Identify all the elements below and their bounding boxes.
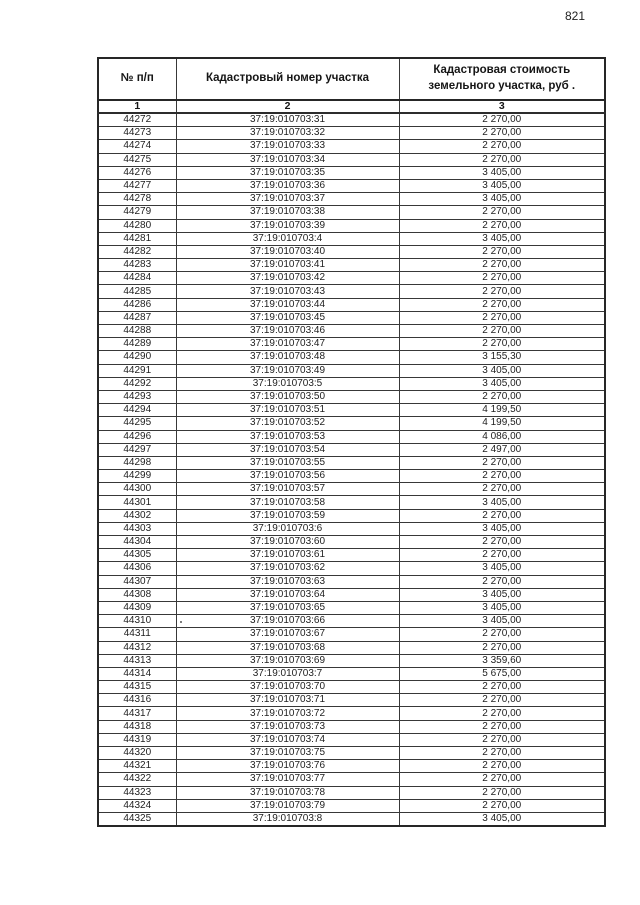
cadastral-number: 37:19:010703:51 <box>176 404 399 417</box>
cadastral-value: 3 405,00 <box>399 232 605 245</box>
cadastral-number: 37:19:010703:79 <box>176 799 399 812</box>
table-row <box>98 509 605 522</box>
row-index: 44308 <box>98 588 176 601</box>
cadastral-value: 2 270,00 <box>399 733 605 746</box>
cadastral-value: 2 270,00 <box>399 127 605 140</box>
row-index: 44294 <box>98 404 176 417</box>
cadastral-value: 3 405,00 <box>399 364 605 377</box>
cadastral-value: 3 405,00 <box>399 562 605 575</box>
cadastral-value: 2 270,00 <box>399 747 605 760</box>
cadastral-number: 37:19:010703:73 <box>176 720 399 733</box>
cadastral-number: 37:19:010703:67 <box>176 628 399 641</box>
cadastral-value: 2 270,00 <box>399 628 605 641</box>
cadastral-value: 4 199,50 <box>399 417 605 430</box>
cadastral-number: 37:19:010703:76 <box>176 760 399 773</box>
cadastral-value: 3 405,00 <box>399 377 605 390</box>
row-index: 44320 <box>98 747 176 760</box>
table-row <box>98 681 605 694</box>
column-number-2: 2 <box>176 100 399 113</box>
cadastral-number: 37:19:010703:33 <box>176 140 399 153</box>
cadastral-value: 2 270,00 <box>399 694 605 707</box>
table-row <box>98 694 605 707</box>
table-body <box>98 113 605 826</box>
header-row <box>98 58 605 100</box>
table-row <box>98 285 605 298</box>
cadastral-number: 37:19:010703:63 <box>176 575 399 588</box>
table-row <box>98 390 605 403</box>
row-index: 44310 <box>98 615 176 628</box>
cadastral-number: 37:19:010703:57 <box>176 483 399 496</box>
table-row <box>98 206 605 219</box>
table-row <box>98 153 605 166</box>
cadastral-number: 37:19:010703:32 <box>176 127 399 140</box>
table-row <box>98 325 605 338</box>
cadastral-value: 2 270,00 <box>399 483 605 496</box>
row-index: 44302 <box>98 509 176 522</box>
row-index: 44292 <box>98 377 176 390</box>
table-row <box>98 786 605 799</box>
table-row <box>98 733 605 746</box>
cadastral-value: 5 675,00 <box>399 667 605 680</box>
table-row <box>98 654 605 667</box>
cadastral-value: 2 270,00 <box>399 470 605 483</box>
table-row <box>98 377 605 390</box>
cadastral-number: 37:19:010703:66 <box>176 615 399 628</box>
row-index: 44299 <box>98 470 176 483</box>
cadastral-number: 37:19:010703:35 <box>176 166 399 179</box>
table-row <box>98 272 605 285</box>
cadastral-value: 2 270,00 <box>399 773 605 786</box>
row-index: 44316 <box>98 694 176 707</box>
row-index: 44323 <box>98 786 176 799</box>
cadastral-value: 2 270,00 <box>399 681 605 694</box>
cadastral-number: 37:19:010703:37 <box>176 193 399 206</box>
table-row <box>98 179 605 192</box>
row-index: 44312 <box>98 641 176 654</box>
cadastral-value: 2 270,00 <box>399 641 605 654</box>
row-index: 44325 <box>98 812 176 826</box>
table-header <box>98 58 605 113</box>
row-index: 44288 <box>98 325 176 338</box>
row-index: 44300 <box>98 483 176 496</box>
cadastral-value: 2 270,00 <box>399 786 605 799</box>
column-number-1: 1 <box>98 100 176 113</box>
row-index: 44311 <box>98 628 176 641</box>
row-index: 44307 <box>98 575 176 588</box>
row-index: 44290 <box>98 351 176 364</box>
cadastral-value: 2 270,00 <box>399 325 605 338</box>
row-index: 44297 <box>98 443 176 456</box>
cadastral-value: 2 270,00 <box>399 113 605 127</box>
table-row <box>98 470 605 483</box>
cadastral-value: 3 405,00 <box>399 522 605 535</box>
row-index: 44289 <box>98 338 176 351</box>
row-index: 44309 <box>98 601 176 614</box>
cadastral-value: 2 270,00 <box>399 549 605 562</box>
cadastral-value: 2 270,00 <box>399 575 605 588</box>
table-row <box>98 812 605 826</box>
table-row <box>98 443 605 456</box>
cadastral-value: 3 405,00 <box>399 166 605 179</box>
cadastral-value: 4 086,00 <box>399 430 605 443</box>
cadastral-number: 37:19:010703:5 <box>176 377 399 390</box>
page-number: 821 <box>564 9 586 23</box>
column-number-row <box>98 100 605 113</box>
cadastral-number: 37:19:010703:64 <box>176 588 399 601</box>
table-row <box>98 522 605 535</box>
cadastral-number: 37:19:010703:7 <box>176 667 399 680</box>
cadastral-number: 37:19:010703:62 <box>176 562 399 575</box>
row-index: 44291 <box>98 364 176 377</box>
table-row <box>98 404 605 417</box>
row-index: 44274 <box>98 140 176 153</box>
cadastral-number: 37:19:010703:39 <box>176 219 399 232</box>
cadastral-number: 37:19:010703:6 <box>176 522 399 535</box>
cadastral-number: 37:19:010703:56 <box>176 470 399 483</box>
cadastral-value: 4 199,50 <box>399 404 605 417</box>
cadastral-number: 37:19:010703:43 <box>176 285 399 298</box>
cadastral-number: 37:19:010703:78 <box>176 786 399 799</box>
cadastral-value: 3 405,00 <box>399 812 605 826</box>
cadastral-number: 37:19:010703:75 <box>176 747 399 760</box>
cadastral-number: 37:19:010703:65 <box>176 601 399 614</box>
cadastral-value: 3 405,00 <box>399 179 605 192</box>
row-index: 44293 <box>98 390 176 403</box>
cadastral-value: 3 155,30 <box>399 351 605 364</box>
cadastral-number: 37:19:010703:54 <box>176 443 399 456</box>
table-row <box>98 219 605 232</box>
cadastral-value: 2 270,00 <box>399 390 605 403</box>
row-index: 44273 <box>98 127 176 140</box>
row-index: 44281 <box>98 232 176 245</box>
column-number-3: 3 <box>399 100 605 113</box>
table-row <box>98 113 605 127</box>
cadastral-number: 37:19:010703:44 <box>176 298 399 311</box>
cadastral-value: 3 359,60 <box>399 654 605 667</box>
row-index: 44319 <box>98 733 176 746</box>
row-index: 44277 <box>98 179 176 192</box>
table-row <box>98 193 605 206</box>
row-index: 44286 <box>98 298 176 311</box>
row-index: 44322 <box>98 773 176 786</box>
scan-artifact-dot <box>180 621 182 623</box>
row-index: 44298 <box>98 456 176 469</box>
row-index: 44279 <box>98 206 176 219</box>
cadastral-value: 2 270,00 <box>399 272 605 285</box>
col-header-cadastral-number: Кадастровый номер участка <box>176 58 399 100</box>
cadastral-value: 2 270,00 <box>399 245 605 258</box>
table-row <box>98 483 605 496</box>
table-row <box>98 720 605 733</box>
row-index: 44304 <box>98 536 176 549</box>
cadastral-value: 3 405,00 <box>399 193 605 206</box>
table-row <box>98 259 605 272</box>
table-row <box>98 760 605 773</box>
cadastral-number: 37:19:010703:52 <box>176 417 399 430</box>
table-row <box>98 166 605 179</box>
cadastral-value: 3 405,00 <box>399 496 605 509</box>
cadastral-value: 2 270,00 <box>399 285 605 298</box>
cadastral-value: 2 270,00 <box>399 456 605 469</box>
row-index: 44280 <box>98 219 176 232</box>
table-row <box>98 588 605 601</box>
cadastral-value: 2 270,00 <box>399 760 605 773</box>
cadastral-number: 37:19:010703:74 <box>176 733 399 746</box>
cadastral-number: 37:19:010703:55 <box>176 456 399 469</box>
cadastral-table <box>97 57 606 827</box>
cadastral-value: 2 270,00 <box>399 720 605 733</box>
cadastral-number: 37:19:010703:41 <box>176 259 399 272</box>
table-row <box>98 351 605 364</box>
table-row <box>98 601 605 614</box>
table-row <box>98 311 605 324</box>
table-row <box>98 773 605 786</box>
cadastral-value: 2 270,00 <box>399 338 605 351</box>
cadastral-value: 2 270,00 <box>399 707 605 720</box>
table-row <box>98 747 605 760</box>
row-index: 44317 <box>98 707 176 720</box>
cadastral-number: 37:19:010703:49 <box>176 364 399 377</box>
table-row <box>98 799 605 812</box>
table-row <box>98 232 605 245</box>
cadastral-value: 2 270,00 <box>399 153 605 166</box>
row-index: 44318 <box>98 720 176 733</box>
cadastral-number: 37:19:010703:58 <box>176 496 399 509</box>
table-row <box>98 496 605 509</box>
table-row <box>98 298 605 311</box>
table-row <box>98 628 605 641</box>
cadastral-number: 37:19:010703:68 <box>176 641 399 654</box>
table-row <box>98 641 605 654</box>
table-row <box>98 338 605 351</box>
row-index: 44303 <box>98 522 176 535</box>
table-row <box>98 364 605 377</box>
row-index: 44324 <box>98 799 176 812</box>
cadastral-value: 2 270,00 <box>399 298 605 311</box>
table-row <box>98 549 605 562</box>
row-index: 44301 <box>98 496 176 509</box>
table-row <box>98 707 605 720</box>
cadastral-number: 37:19:010703:77 <box>176 773 399 786</box>
cadastral-number: 37:19:010703:31 <box>176 113 399 127</box>
table-row <box>98 456 605 469</box>
table-row <box>98 127 605 140</box>
row-index: 44282 <box>98 245 176 258</box>
row-index: 44296 <box>98 430 176 443</box>
row-index: 44305 <box>98 549 176 562</box>
table-row <box>98 245 605 258</box>
cadastral-number: 37:19:010703:4 <box>176 232 399 245</box>
cadastral-value: 2 497,00 <box>399 443 605 456</box>
cadastral-value: 3 405,00 <box>399 615 605 628</box>
cadastral-number: 37:19:010703:42 <box>176 272 399 285</box>
table-row <box>98 417 605 430</box>
cadastral-number: 37:19:010703:48 <box>176 351 399 364</box>
cadastral-value: 2 270,00 <box>399 799 605 812</box>
table-row <box>98 667 605 680</box>
cadastral-number: 37:19:010703:8 <box>176 812 399 826</box>
cadastral-number: 37:19:010703:36 <box>176 179 399 192</box>
cadastral-number: 37:19:010703:46 <box>176 325 399 338</box>
row-index: 44272 <box>98 113 176 127</box>
cadastral-number: 37:19:010703:72 <box>176 707 399 720</box>
cadastral-value: 2 270,00 <box>399 219 605 232</box>
cadastral-number: 37:19:010703:34 <box>176 153 399 166</box>
table-row <box>98 140 605 153</box>
cadastral-number: 37:19:010703:38 <box>176 206 399 219</box>
table-row <box>98 575 605 588</box>
table-row <box>98 562 605 575</box>
table-row <box>98 615 605 628</box>
cadastral-number: 37:19:010703:69 <box>176 654 399 667</box>
cadastral-value: 3 405,00 <box>399 588 605 601</box>
row-index: 44287 <box>98 311 176 324</box>
row-index: 44276 <box>98 166 176 179</box>
col-header-row-index: № п/п <box>98 58 176 100</box>
table-row <box>98 430 605 443</box>
cadastral-number: 37:19:010703:61 <box>176 549 399 562</box>
cadastral-value: 2 270,00 <box>399 259 605 272</box>
cadastral-number: 37:19:010703:70 <box>176 681 399 694</box>
row-index: 44285 <box>98 285 176 298</box>
row-index: 44295 <box>98 417 176 430</box>
cadastral-number: 37:19:010703:50 <box>176 390 399 403</box>
cadastral-number: 37:19:010703:59 <box>176 509 399 522</box>
row-index: 44321 <box>98 760 176 773</box>
col-header-cadastral-value: Кадастровая стоимость земельного участка, руб . <box>399 58 605 100</box>
cadastral-number: 37:19:010703:47 <box>176 338 399 351</box>
cadastral-number: 37:19:010703:40 <box>176 245 399 258</box>
row-index: 44284 <box>98 272 176 285</box>
row-index: 44283 <box>98 259 176 272</box>
row-index: 44315 <box>98 681 176 694</box>
cadastral-value: 2 270,00 <box>399 311 605 324</box>
cadastral-number: 37:19:010703:60 <box>176 536 399 549</box>
table-row <box>98 536 605 549</box>
row-index: 44275 <box>98 153 176 166</box>
row-index: 44278 <box>98 193 176 206</box>
row-index: 44313 <box>98 654 176 667</box>
cadastral-value: 2 270,00 <box>399 509 605 522</box>
row-index: 44314 <box>98 667 176 680</box>
cadastral-value: 2 270,00 <box>399 536 605 549</box>
cadastral-value: 3 405,00 <box>399 601 605 614</box>
cadastral-value: 2 270,00 <box>399 206 605 219</box>
cadastral-value: 2 270,00 <box>399 140 605 153</box>
cadastral-number: 37:19:010703:45 <box>176 311 399 324</box>
cadastral-number: 37:19:010703:71 <box>176 694 399 707</box>
cadastral-number: 37:19:010703:53 <box>176 430 399 443</box>
row-index: 44306 <box>98 562 176 575</box>
